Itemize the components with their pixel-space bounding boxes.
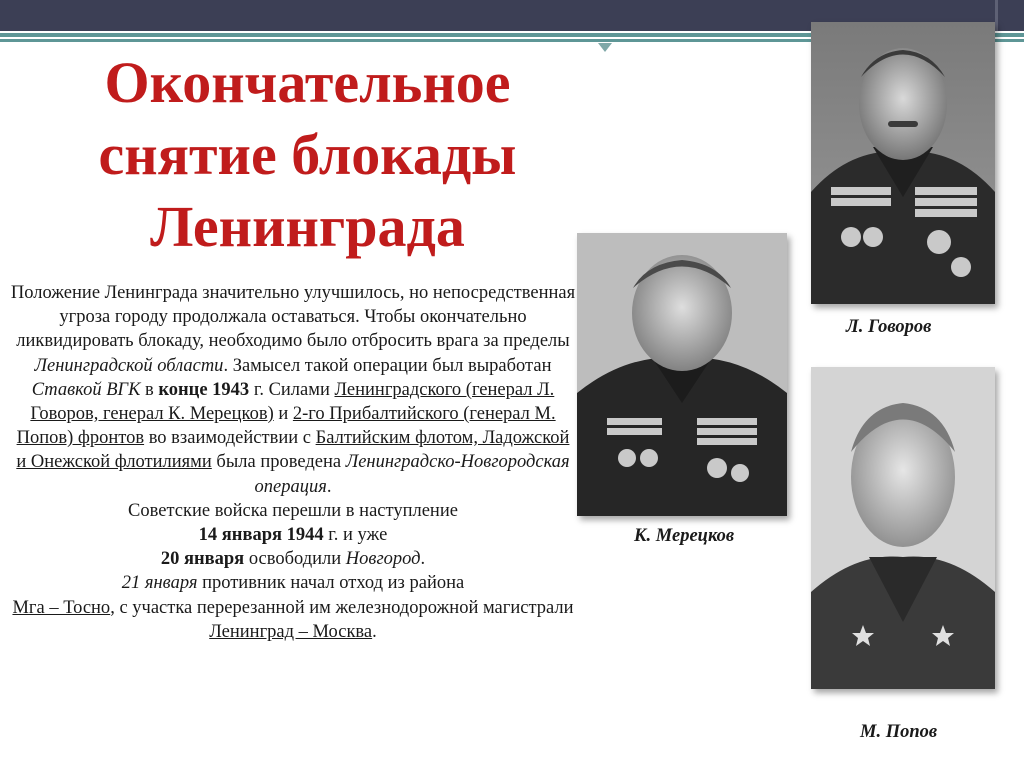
paragraph-segment: Ленинградского (генерал Л. Говоров, генерал К. Мерецков) [30, 379, 555, 425]
slide-title [30, 47, 585, 263]
paragraph-segment: , с участка перерезанной им железнодорожной магистрали [110, 597, 574, 618]
caption-popov: М. Попов [860, 722, 938, 742]
title-line-1: Окончательное [104, 50, 511, 115]
title-line-2: снятие блокады [98, 122, 517, 187]
paragraph-segment: Ленинград – Москва [209, 621, 373, 642]
paragraph-segment: и [273, 404, 293, 425]
photo-govorov [811, 22, 995, 304]
paragraph-segment: 14 января 1944 [198, 525, 324, 546]
body-paragraph [10, 281, 576, 644]
paragraph-segment: . [420, 549, 426, 570]
paragraph-segment: Советские войска перешли в наступление [128, 500, 458, 521]
paragraph-segment: . [372, 621, 377, 642]
paragraph-segment: 2-го Прибалтийского (генерал М. Попов) фронтов [16, 404, 556, 449]
paragraph-segment: Положение Ленинграда значительно улучшилось, но непосредственная угроза городу продолжала оставаться. Чтобы окончательно ликвидировать блокаду, необходимо было отбросить врага за пределы [10, 283, 576, 352]
paragraph-segment: Мга – Тосно [12, 597, 111, 618]
photo-meretskov [577, 233, 787, 516]
caption-govorov: Л. Говоров [846, 317, 932, 337]
paragraph-segment: освободили [244, 549, 346, 570]
title-line-3: Ленинграда [150, 194, 465, 259]
top-bar-notch [995, 0, 998, 31]
paragraph-segment: 20 января [160, 549, 245, 570]
paragraph-segment: . [326, 476, 332, 497]
paragraph-segment: Новгород [345, 549, 421, 570]
paragraph-segment: Ленинградской области [34, 355, 224, 376]
photo-popov [811, 367, 995, 689]
paragraph-segment: противник начал отход из района [197, 573, 465, 594]
paragraph-segment: Ленинградско-Новгородская операция [254, 452, 570, 497]
paragraph-segment: конце 1943 [158, 379, 250, 400]
paragraph-segment: в [140, 379, 159, 400]
paragraph-segment: Ставкой ВГК [31, 379, 141, 400]
paragraph-segment: во взаимодействии с [144, 428, 316, 449]
paragraph-segment: . Замысел такой операции был выработан [223, 355, 552, 376]
triangle-icon [598, 43, 612, 52]
paragraph-segment: г. Силами [249, 379, 335, 400]
paragraph-segment: была проведена [211, 452, 346, 473]
paragraph-segment: 21 января [121, 573, 198, 594]
caption-meretskov: К. Мерецков [634, 526, 735, 546]
paragraph-segment: Балтийским флотом, Ладожской и Онежской флотилиями [16, 428, 570, 473]
paragraph-segment: г. и уже [323, 525, 388, 546]
